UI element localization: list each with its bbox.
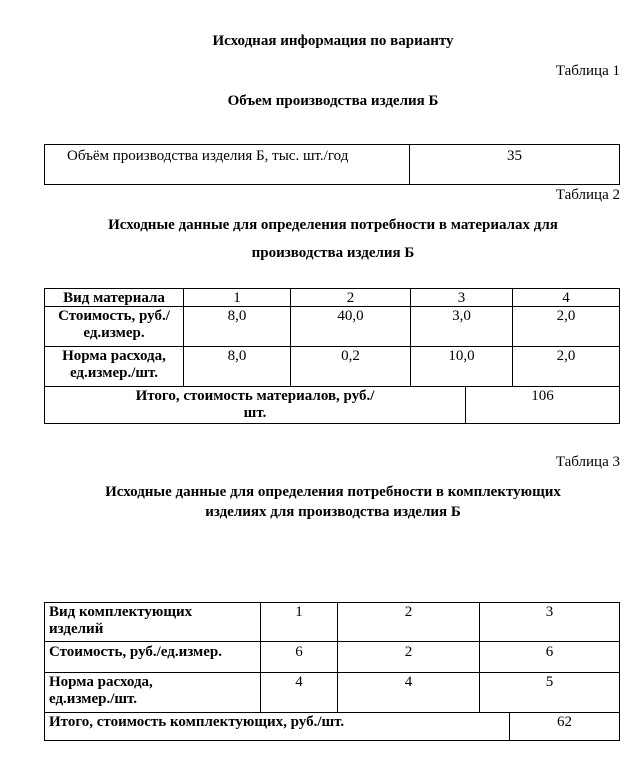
table3-total-label: Итого, стоимость комплектующих, руб./шт. (44, 712, 510, 741)
table3-heading-line2: изделиях для производства изделия Б (205, 504, 461, 520)
table2-total-label: Итого, стоимость материалов, руб./шт. (44, 386, 466, 424)
table1-row-label: Объём производства изделия Б, тыс. шт./год (44, 144, 410, 185)
table3-cost-cell: 6 (479, 641, 620, 673)
table3-heading-line1: Исходные данные для определения потребности в комплектующих (105, 484, 561, 500)
table2-cost-label: Стоимость, руб./ед.измер. (44, 306, 184, 347)
table2-norm-label: Норма расхода, ед.измер./шт. (44, 346, 184, 387)
table3-cost-cell: 6 (260, 641, 338, 673)
table2-norm-cell: 8,0 (183, 346, 291, 387)
table1-heading: Объем производства изделия Б (227, 93, 439, 109)
table3-header-label: Вид комплектующих изделий (44, 602, 261, 642)
table3-total-value: 62 (509, 712, 620, 741)
table2-header-label: Вид материала (44, 288, 184, 307)
table3-norm-cell: 5 (479, 672, 620, 713)
table2-header-cell: 1 (183, 288, 291, 307)
table3-norm-label: Норма расхода, ед.измер./шт. (44, 672, 261, 713)
table3-label: Таблица 3 (555, 454, 620, 470)
table3-norm-cell: 4 (260, 672, 338, 713)
table2-cost-cell: 3,0 (410, 306, 513, 347)
table2-label: Таблица 2 (555, 187, 620, 203)
table2-norm-cell: 0,2 (290, 346, 411, 387)
table2-norm-cell: 10,0 (410, 346, 513, 387)
table2-cost-cell: 8,0 (183, 306, 291, 347)
table3-header-cell: 1 (260, 602, 338, 642)
table2-cost-cell: 2,0 (512, 306, 620, 347)
table2-cost-cell: 40,0 (290, 306, 411, 347)
table3-header-cell: 3 (479, 602, 620, 642)
table2-header-cell: 2 (290, 288, 411, 307)
table2-header-cell: 4 (512, 288, 620, 307)
table2-total-value: 106 (465, 386, 620, 424)
table2-header-cell: 3 (410, 288, 513, 307)
table3-cost-cell: 2 (337, 641, 480, 673)
table1-value: 35 (409, 144, 620, 185)
table2-norm-cell: 2,0 (512, 346, 620, 387)
table2-heading-line1: Исходные данные для определения потребности в материалах для (108, 217, 558, 233)
document-title: Исходная информация по варианту (212, 33, 454, 49)
table1-label: Таблица 1 (555, 63, 620, 79)
table3-header-cell: 2 (337, 602, 480, 642)
table3-norm-cell: 4 (337, 672, 480, 713)
table3-cost-label: Стоимость, руб./ед.измер. (44, 641, 261, 673)
table2-heading-line2: производства изделия Б (251, 245, 415, 261)
